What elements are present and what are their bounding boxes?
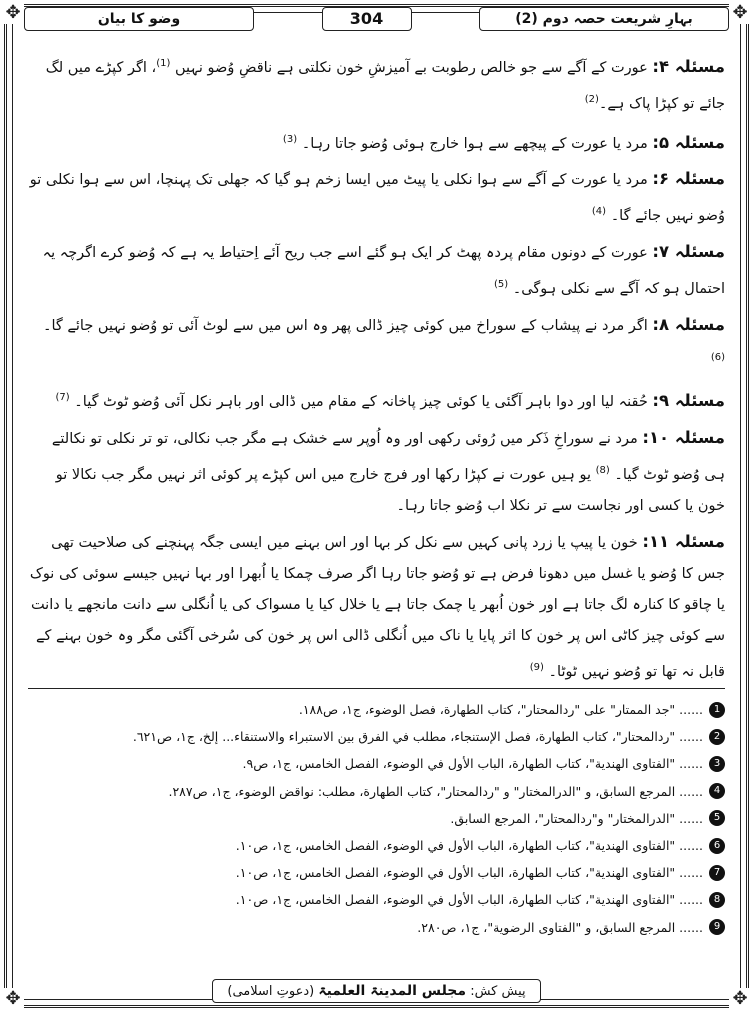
footnotes [28,696,725,941]
masala-label: مسئلہ ۱۰: [642,427,725,447]
footnote-text: ...... المرجع السابق، و "الدرالمختار" و "ردالمحتار"، كتاب الطهارة، مطلب: نواقض الوضوء، ج١، ص٢٨٧. [168,783,703,799]
masala-paragraph [28,526,725,688]
footnote-text: ...... "الفتاوى الهندية"، كتاب الطهارة، الباب الأول في الوضوء، الفصل الخامس، ج١، ص١٠. [235,892,703,908]
masala-text: مرد یا عورت کے پیچھے سے ہوا خارج ہوئی وُضو جاتا رہا۔ [301,135,648,152]
footer-prefix: پیش کش: [470,984,526,999]
masala-label: مسئلہ ۶: [652,169,725,189]
book-title: بہارِ شریعت حصہ دوم (2) [479,7,729,31]
footnote-divider [28,688,725,689]
publisher-name: مجلس المدینۃ العلمیۃ [318,983,467,999]
corner-ornament-icon: ✥ [729,988,751,1010]
footnote-number: 7 [709,865,725,881]
footnote-ref[interactable]: (5) [493,279,509,291]
masala-label: مسئلہ ۸: [652,315,725,335]
footnote-number: 4 [709,783,725,799]
main-text [28,48,725,691]
masala-label: مسئلہ ۵: [652,132,725,152]
corner-ornament-icon: ✥ [729,2,751,24]
corner-ornament-icon: ✥ [2,988,24,1010]
masala-text: اگر مرد نے پیشاب کے سوراخ میں کوئی چیز ڈالی پھر وہ اس میں سے لوٹ آئی تو وُضو نہیں جائے گا۔ [42,318,648,335]
masala-text-cont: یو ہیں عورت نے کپڑا رکھا اور فرج خارج میں اس کپڑے پر کوئی اثر نہیں مگر جب نکالا تو خون یا کسی اور نجاست سے تر نکلا اب وُضو جاتا رہا۔ [55,466,725,514]
footnote-ref[interactable]: (3) [282,133,298,145]
footnote-ref[interactable]: (4) [591,206,607,218]
masala-label: مسئلہ ۱۱: [642,531,725,551]
footnote-item [28,914,725,941]
footnote-text: ...... "الدرالمختار" و"ردالمحتار"، المرجع السابق. [450,810,703,826]
corner-ornament-icon: ✥ [2,2,24,24]
masala-label: مسئلہ ۷: [652,242,725,262]
footnote-text: ...... "ردالمحتار"، كتاب الطهارة، فصل الإستنجاء، مطلب في الفرق بين الاستبراء والاستنقاء... إلخ، ج١، ص٦٢١. [132,729,703,745]
footnote-text: ...... "الفتاوى الهندية"، كتاب الطهارة، الباب الأول في الوضوء، الفصل الخامس، ج١، ص١٠. [235,838,703,854]
masala-text: عورت کے دونوں مقام پردہ پھٹ کر ایک ہو گئے اسے جب ریح آئے اِحتیاط یہ ہے کہ وُضو کرے اگرچہ یہ احتمال ہو کہ آگے سے نکلی ہوگی۔ [42,245,725,298]
footnote-ref[interactable]: (7) [55,391,70,403]
footnote-item [28,778,725,805]
masala-paragraph [28,236,725,305]
page-footer [24,978,729,1004]
masala-paragraph [28,48,725,120]
footnote-text: ...... "الفتاوى الهندية"، كتاب الطهارة، الباب الأول في الوضوء، الفصل الخامس، ج١، ص٩. [242,756,703,772]
masala-text: عورت کے آگے سے جو خالص رطوبت بے آمیزشِ خون نکلتی ہے ناقضِ وُضو نہیں [174,59,648,76]
masala-text: مرد یا عورت کے آگے سے ہوا نکلی یا پیٹ میں ایسا زخم ہو گیا کہ جھلی تک پہنچا، اس سے ہوا نکلی تو وُضو نہیں جائے گا۔ [29,172,725,225]
footnote-item [28,696,725,723]
footnote-number: 5 [709,810,725,826]
footnote-number: 2 [709,729,725,745]
footnote-number: 8 [709,892,725,908]
footnote-item [28,805,725,832]
masala-label: مسئلہ ۹: [652,390,725,410]
footnote-text: ...... "الفتاوى الهندية"، كتاب الطهارة، الباب الأول في الوضوء، الفصل الخامس، ج١، ص١٠. [235,865,703,881]
footnote-number: 9 [709,919,725,935]
footnote-ref[interactable]: (2) [584,93,599,105]
footnote-item [28,723,725,750]
footnote-item [28,832,725,859]
masala-label: مسئلہ ۴: [652,56,725,76]
footnote-item [28,859,725,886]
masala-paragraph [28,124,725,160]
footnote-ref[interactable]: (6) [710,352,725,364]
footnote-ref[interactable]: (8) [595,464,610,476]
publisher-box [212,979,540,1003]
masala-paragraph [28,382,725,418]
masala-paragraph [28,309,725,378]
masala-paragraph [28,163,725,232]
page-header [24,6,729,32]
footnote-text: ...... "جد الممتار" على "ردالمحتار"، كتاب الطهارة، فصل الوضوء، ج١، ص١٨٨. [298,702,703,718]
footer-suffix: (دعوتِ اسلامی) [227,984,315,999]
footnote-item [28,886,725,913]
masala-text: مرد نے سوراخِ ذَکر میں رُوئی رکھی اور وہ اُوپر سے خشک ہے مگر جب نکالی، تو تر نکلی تو نکالتے ہی وُضو ٹوٹ گیا۔ [51,430,725,483]
page-number: 304 [322,7,412,31]
footnote-number: 3 [709,756,725,772]
footnote-ref[interactable]: (1) [156,58,171,69]
footnote-number: 6 [709,838,725,854]
footnote-ref[interactable]: (9) [529,661,544,673]
chapter-title: وضو کا بیان [24,7,254,31]
footnote-text: ...... المرجع السابق، و "الفتاوى الرضوية"، ج١، ص٢٨٠. [417,919,703,935]
masala-paragraph [28,422,725,522]
footnote-item [28,750,725,777]
masala-text: حُقنہ لیا اور دوا باہر آگئی یا کوئی چیز پاخانہ کے مقام میں ڈالی اور باہر نکل آئی وُضو ٹوٹ گیا۔ [74,393,648,410]
masala-text-cont: ، اگر کپڑے میں لگ جائے تو کپڑا پاک ہے۔ [45,59,725,112]
footnote-number: 1 [709,702,725,718]
masala-text: خون یا پیپ یا زرد پانی کہیں سے نکل کر بہا اور اس بہنے میں ایسی جگہ پہنچنے کی صلاحیت تھی جس کا وُضو یا غسل میں دھونا فرض ہے تو وُضو جاتا رہا اگر صرف چمکا یا اُبھرا اور بہا نہیں جیسے سوئی کی نوک یا چاقو کا کنارہ لگ جاتا ہے اور خون اُبھر یا چمک جاتا ہے یا خلال کیا یا مسواک کی یا اُنگلی سے دانت مانجھے یا دانت سے کوئی چیز کاٹی اس پر خون کا اثر پایا یا ناک میں اُنگلی ڈالی اس پر خون کی سُرخی آگئی مگر وہ خون بہنے کے قابل نہ تھا تو وُضو نہیں ٹوٹا۔ [29,534,725,680]
